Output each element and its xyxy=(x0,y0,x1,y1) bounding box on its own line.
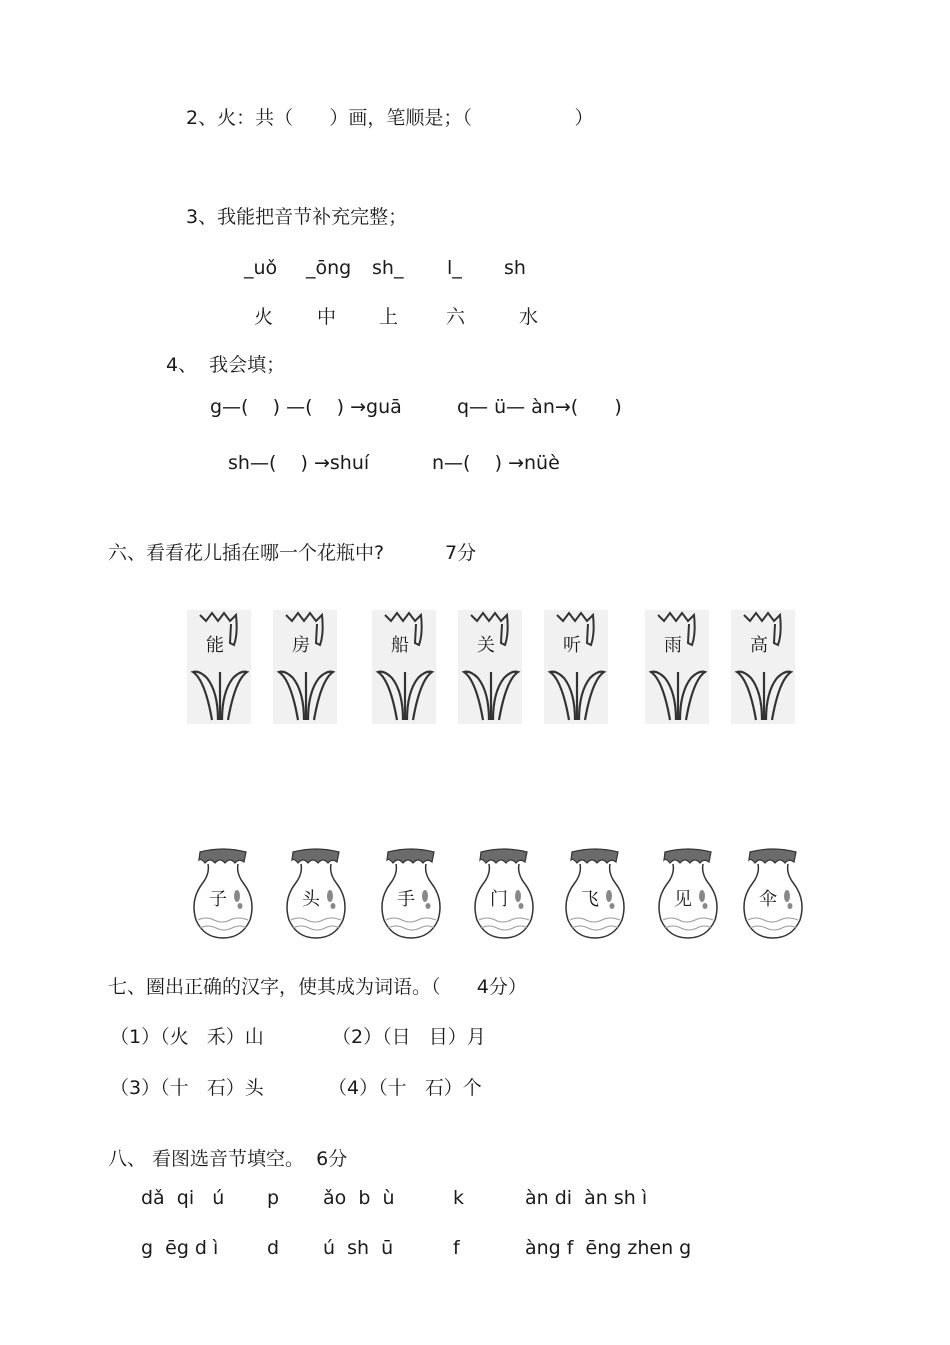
vase-picture xyxy=(655,846,721,942)
vase-character: 伞 xyxy=(759,889,777,910)
section-8-title: 八、 看图选音节填空。 6分 xyxy=(108,1148,348,1170)
syllable-char-2: 中 xyxy=(317,306,337,328)
fill-item-1: g—( ) —( ) →guā xyxy=(210,396,402,418)
syllable-char-4: 六 xyxy=(446,306,466,328)
pinyin-1-1: dǎ qi ú xyxy=(141,1187,225,1209)
flower-character: 高 xyxy=(750,635,768,656)
syllable-char-3: 上 xyxy=(379,306,399,328)
flower-character: 关 xyxy=(477,635,495,656)
vase-picture xyxy=(562,846,628,942)
pinyin-2-4: f xyxy=(453,1237,460,1259)
syllable-5: sh xyxy=(504,257,526,279)
vase-picture xyxy=(740,846,806,942)
section-6-title: 六、看看花儿插在哪一个花瓶中? xyxy=(108,542,385,564)
vase-picture xyxy=(283,846,349,942)
vase-character: 见 xyxy=(674,889,692,910)
word-item-2: （2）（日 目）月 xyxy=(332,1026,486,1048)
pinyin-2-5: àng f ēng zhen g xyxy=(525,1237,692,1259)
pinyin-1-3: ǎo b ù xyxy=(323,1187,395,1209)
flower-character: 听 xyxy=(563,635,581,656)
syllable-2: _ōng xyxy=(306,257,352,279)
pinyin-1-4: k xyxy=(453,1187,465,1209)
syllable-char-1: 火 xyxy=(254,306,274,328)
pinyin-1-2: p xyxy=(267,1187,280,1209)
pinyin-2-1: g ēg d ì xyxy=(141,1237,219,1259)
question-4-title: 4、 我会填； xyxy=(166,354,286,376)
flower-character: 雨 xyxy=(664,635,682,656)
flower-picture xyxy=(731,610,795,724)
vase-character: 门 xyxy=(490,889,508,910)
word-item-1: （1）（火 禾）山 xyxy=(110,1026,264,1048)
syllable-char-5: 水 xyxy=(519,306,539,328)
syllable-4: l_ xyxy=(447,257,462,279)
syllable-1: _uǒ xyxy=(244,257,278,279)
word-item-3: （3）（十 石）头 xyxy=(110,1077,264,1099)
vase-picture xyxy=(378,846,444,942)
vase-character: 手 xyxy=(397,889,415,910)
fill-item-2: q— ü— àn→( ) xyxy=(457,396,622,418)
vase-character: 飞 xyxy=(581,889,599,910)
question-2: 2、火：共（ ）画，笔顺是；（ ） xyxy=(186,107,594,129)
fill-item-4: n—( ) →nüè xyxy=(432,452,560,474)
vase-character: 头 xyxy=(302,889,320,910)
pinyin-1-5: àn di àn sh ì xyxy=(525,1187,648,1209)
flower-picture xyxy=(458,610,522,724)
flower-picture xyxy=(544,610,608,724)
question-3-title: 3、我能把音节补充完整； xyxy=(186,206,408,228)
pinyin-2-2: d xyxy=(267,1237,280,1259)
vase-character: 子 xyxy=(209,889,227,910)
flower-picture xyxy=(273,610,337,724)
section-7-title: 七、圈出正确的汉字，使其成为词语。（ 4分） xyxy=(108,976,527,998)
flower-picture xyxy=(187,610,251,724)
flower-character: 房 xyxy=(292,635,310,656)
pinyin-2-3: ú sh ū xyxy=(323,1237,394,1259)
syllable-3: sh_ xyxy=(372,257,404,279)
flower-picture xyxy=(372,610,436,724)
flower-character: 能 xyxy=(206,635,224,656)
section-6-score: 7分 xyxy=(445,542,477,564)
flower-character: 船 xyxy=(391,635,409,656)
flower-picture xyxy=(645,610,709,724)
vase-picture xyxy=(471,846,537,942)
word-item-4: （4）（十 石）个 xyxy=(328,1077,482,1099)
fill-item-3: sh—( ) →shuí xyxy=(228,452,370,474)
vase-picture xyxy=(190,846,256,942)
